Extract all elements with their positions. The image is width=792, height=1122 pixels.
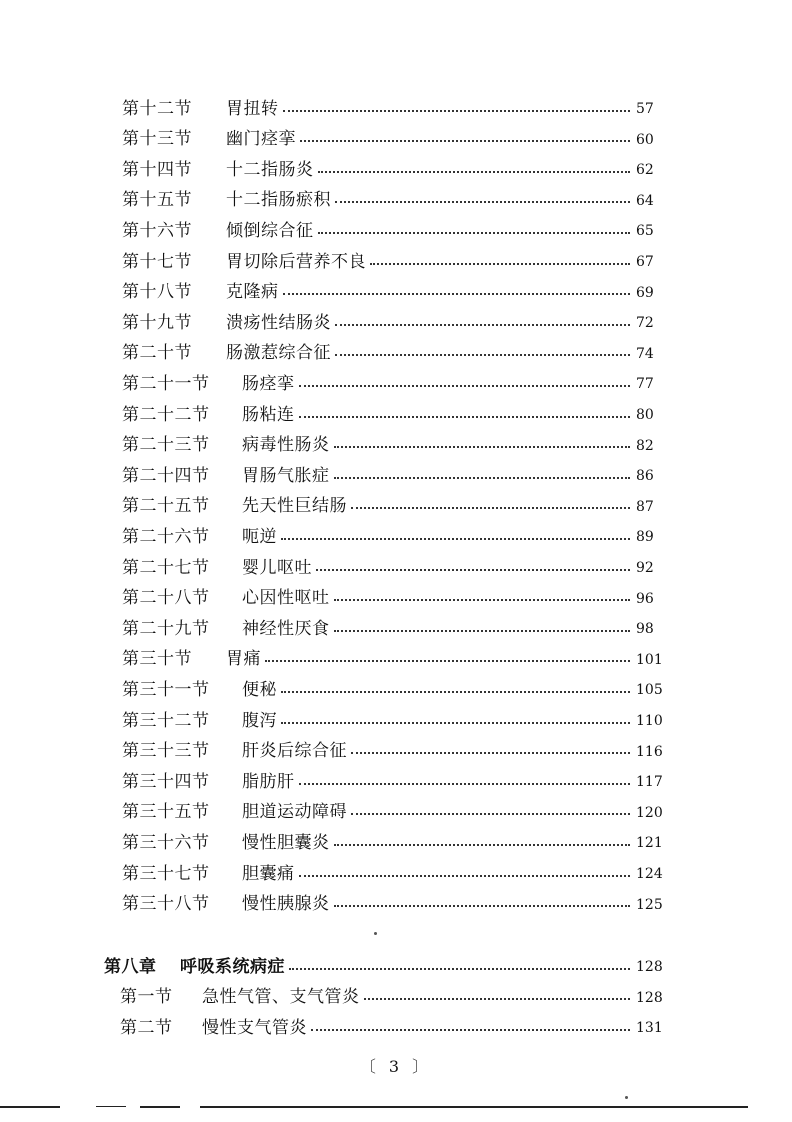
dot-leader bbox=[351, 812, 630, 815]
page-ref: 80 bbox=[636, 407, 654, 423]
toc-entry bbox=[0, 92, 792, 120]
page-ref: 101 bbox=[636, 651, 663, 668]
dot-leader bbox=[299, 782, 631, 785]
section-number: 第十八节 bbox=[122, 282, 192, 303]
print-speck bbox=[374, 932, 377, 935]
dot-leader bbox=[351, 506, 630, 509]
dot-leader bbox=[281, 721, 630, 724]
chapter-number: 第八章 bbox=[104, 956, 157, 977]
dot-leader bbox=[334, 843, 631, 846]
toc-entry bbox=[0, 981, 792, 1009]
section-number: 第一节 bbox=[120, 987, 173, 1008]
page-ref: 120 bbox=[636, 804, 663, 821]
page-ref: 116 bbox=[636, 743, 663, 760]
page-ref: 69 bbox=[636, 284, 654, 301]
toc-entry bbox=[0, 337, 792, 365]
print-speck bbox=[625, 1096, 628, 1099]
section-number: 第三十节 bbox=[122, 649, 192, 670]
toc-entry bbox=[0, 582, 792, 610]
dot-leader bbox=[351, 751, 630, 754]
toc-entry bbox=[0, 1011, 792, 1039]
dot-leader bbox=[364, 997, 631, 1000]
page-ref: 124 bbox=[636, 866, 663, 882]
dot-leader bbox=[281, 690, 630, 693]
section-title: 十二指肠炎 bbox=[226, 159, 314, 180]
dot-leader bbox=[334, 598, 631, 601]
section-number: 第十六节 bbox=[122, 220, 192, 241]
page-ref: 125 bbox=[636, 896, 663, 913]
dot-leader bbox=[283, 292, 631, 295]
page-ref: 121 bbox=[636, 835, 663, 852]
section-title: 肠粘连 bbox=[242, 404, 295, 425]
section-title: 胃切除后营养不良 bbox=[226, 251, 366, 272]
dot-leader bbox=[299, 874, 631, 877]
dot-leader bbox=[289, 967, 630, 970]
section-title: 胃痛 bbox=[226, 649, 261, 670]
section-title: 肠激惹综合征 bbox=[226, 343, 331, 364]
dot-leader bbox=[334, 476, 631, 479]
section-number: 第三十二节 bbox=[122, 710, 210, 731]
dot-leader bbox=[265, 659, 630, 662]
page-ref: 105 bbox=[636, 682, 663, 699]
dot-leader bbox=[318, 170, 631, 173]
toc-entry bbox=[0, 735, 792, 763]
section-title: 慢性支气管炎 bbox=[202, 1017, 307, 1038]
page-ref: 131 bbox=[636, 1020, 663, 1037]
toc-entry bbox=[0, 429, 792, 457]
page-number: 〔 3 〕 bbox=[359, 1057, 433, 1076]
page-ref: 67 bbox=[636, 254, 654, 270]
section-title: 脂肪肝 bbox=[242, 771, 295, 792]
toc-entry bbox=[0, 673, 792, 701]
dot-leader bbox=[370, 262, 630, 265]
page-ref: 77 bbox=[636, 376, 654, 393]
dot-leader bbox=[299, 415, 631, 418]
section-number: 第三十七节 bbox=[122, 863, 210, 884]
page-ref: 72 bbox=[636, 315, 654, 332]
page-ref: 62 bbox=[636, 162, 654, 179]
section-title: 便秘 bbox=[242, 679, 277, 700]
page-ref: 89 bbox=[636, 529, 654, 546]
dot-leader bbox=[311, 1028, 630, 1031]
section-title: 神经性厌食 bbox=[242, 618, 330, 639]
toc-entry bbox=[0, 643, 792, 671]
dot-leader bbox=[335, 200, 630, 203]
section-number: 第三十四节 bbox=[122, 771, 210, 792]
dot-leader bbox=[334, 904, 631, 907]
section-title: 肠痉挛 bbox=[242, 373, 295, 394]
toc-entry bbox=[0, 306, 792, 334]
section-title: 十二指肠瘀积 bbox=[226, 190, 331, 211]
toc-entry bbox=[0, 153, 792, 181]
section-title: 胆道运动障碍 bbox=[242, 802, 347, 823]
section-title: 急性气管、支气管炎 bbox=[202, 987, 360, 1008]
section-number: 第二十六节 bbox=[122, 526, 210, 547]
section-title: 倾倒综合征 bbox=[226, 220, 314, 241]
toc-entry bbox=[0, 367, 792, 395]
page-ref: 96 bbox=[636, 590, 654, 607]
section-title: 先天性巨结肠 bbox=[242, 496, 347, 517]
page-ref: 82 bbox=[636, 437, 654, 454]
page-ref: 110 bbox=[636, 713, 663, 729]
section-number: 第二十九节 bbox=[122, 618, 210, 639]
dot-leader bbox=[283, 109, 631, 112]
toc-entry bbox=[0, 398, 792, 426]
section-title: 肝炎后综合征 bbox=[242, 741, 347, 762]
bottom-rule-segment bbox=[0, 1106, 60, 1108]
toc-entry bbox=[0, 490, 792, 518]
section-number: 第二十二节 bbox=[122, 404, 210, 425]
toc-entry bbox=[0, 888, 792, 916]
page-ref: 60 bbox=[636, 131, 654, 148]
dot-leader bbox=[316, 568, 630, 571]
page-ref: 64 bbox=[636, 192, 654, 209]
page-ref: 57 bbox=[636, 101, 654, 117]
dot-leader bbox=[335, 323, 630, 326]
section-title: 慢性胰腺炎 bbox=[242, 894, 330, 915]
section-title: 克隆病 bbox=[226, 282, 279, 303]
section-number: 第十四节 bbox=[122, 159, 192, 180]
page-ref: 128 bbox=[636, 959, 663, 976]
section-number: 第三十一节 bbox=[122, 679, 210, 700]
section-number: 第三十五节 bbox=[122, 802, 210, 823]
section-number: 第十九节 bbox=[122, 312, 192, 333]
toc-entry bbox=[0, 704, 792, 732]
page-ref: 86 bbox=[636, 468, 654, 485]
section-number: 第二节 bbox=[120, 1017, 173, 1038]
section-number: 第二十三节 bbox=[122, 435, 210, 456]
section-title: 幽门痉挛 bbox=[226, 129, 296, 150]
toc-entry bbox=[0, 765, 792, 793]
toc-entry bbox=[0, 276, 792, 304]
page-ref: 92 bbox=[636, 560, 654, 576]
section-title: 胃肠气胀症 bbox=[242, 465, 330, 486]
section-number: 第二十七节 bbox=[122, 557, 210, 578]
section-title: 心因性呕吐 bbox=[242, 588, 330, 609]
bottom-rule-segment bbox=[96, 1106, 126, 1107]
dot-leader bbox=[334, 629, 631, 632]
section-number: 第二十节 bbox=[122, 343, 192, 364]
toc-entry bbox=[0, 459, 792, 487]
dot-leader bbox=[300, 139, 630, 142]
section-number: 第十七节 bbox=[122, 251, 192, 272]
page-ref: 128 bbox=[636, 989, 663, 1006]
section-title: 慢性胆囊炎 bbox=[242, 832, 330, 853]
section-title: 胃扭转 bbox=[226, 98, 279, 119]
section-title: 溃疡性结肠炎 bbox=[226, 312, 331, 333]
chapter-heading bbox=[0, 950, 792, 978]
toc-entry bbox=[0, 551, 792, 579]
page-ref: 117 bbox=[636, 774, 663, 791]
page-ref: 87 bbox=[636, 498, 654, 515]
section-title: 病毒性肠炎 bbox=[242, 435, 330, 456]
bottom-rule-segment bbox=[140, 1106, 180, 1108]
toc-entry bbox=[0, 184, 792, 212]
toc-entry bbox=[0, 826, 792, 854]
dot-leader bbox=[334, 445, 631, 448]
toc-entry bbox=[0, 612, 792, 640]
section-number: 第三十三节 bbox=[122, 741, 210, 762]
toc-entry bbox=[0, 214, 792, 242]
bottom-rule bbox=[200, 1106, 748, 1108]
page-ref: 74 bbox=[636, 345, 654, 362]
toc-entry bbox=[0, 796, 792, 824]
page-ref: 65 bbox=[636, 223, 654, 240]
section-number: 第十五节 bbox=[122, 190, 192, 211]
toc-entry bbox=[0, 857, 792, 885]
section-number: 第三十六节 bbox=[122, 832, 210, 853]
dot-leader bbox=[299, 384, 631, 387]
toc-entry bbox=[0, 245, 792, 273]
section-number: 第十三节 bbox=[122, 129, 192, 150]
section-title: 腹泻 bbox=[242, 710, 277, 731]
section-number: 第十二节 bbox=[122, 98, 192, 119]
section-number: 第二十八节 bbox=[122, 588, 210, 609]
toc-entry bbox=[0, 123, 792, 151]
section-title: 呃逆 bbox=[242, 526, 277, 547]
section-number: 第二十四节 bbox=[122, 465, 210, 486]
dot-leader bbox=[335, 353, 630, 356]
toc-entry bbox=[0, 520, 792, 548]
section-number: 第二十五节 bbox=[122, 496, 210, 517]
section-number: 第三十八节 bbox=[122, 894, 210, 915]
section-number: 第二十一节 bbox=[122, 373, 210, 394]
dot-leader bbox=[318, 231, 631, 234]
section-title: 胆囊痛 bbox=[242, 863, 295, 884]
chapter-title: 呼吸系统病症 bbox=[180, 956, 285, 977]
dot-leader bbox=[281, 537, 630, 540]
section-title: 婴儿呕吐 bbox=[242, 557, 312, 578]
page-ref: 98 bbox=[636, 621, 654, 638]
